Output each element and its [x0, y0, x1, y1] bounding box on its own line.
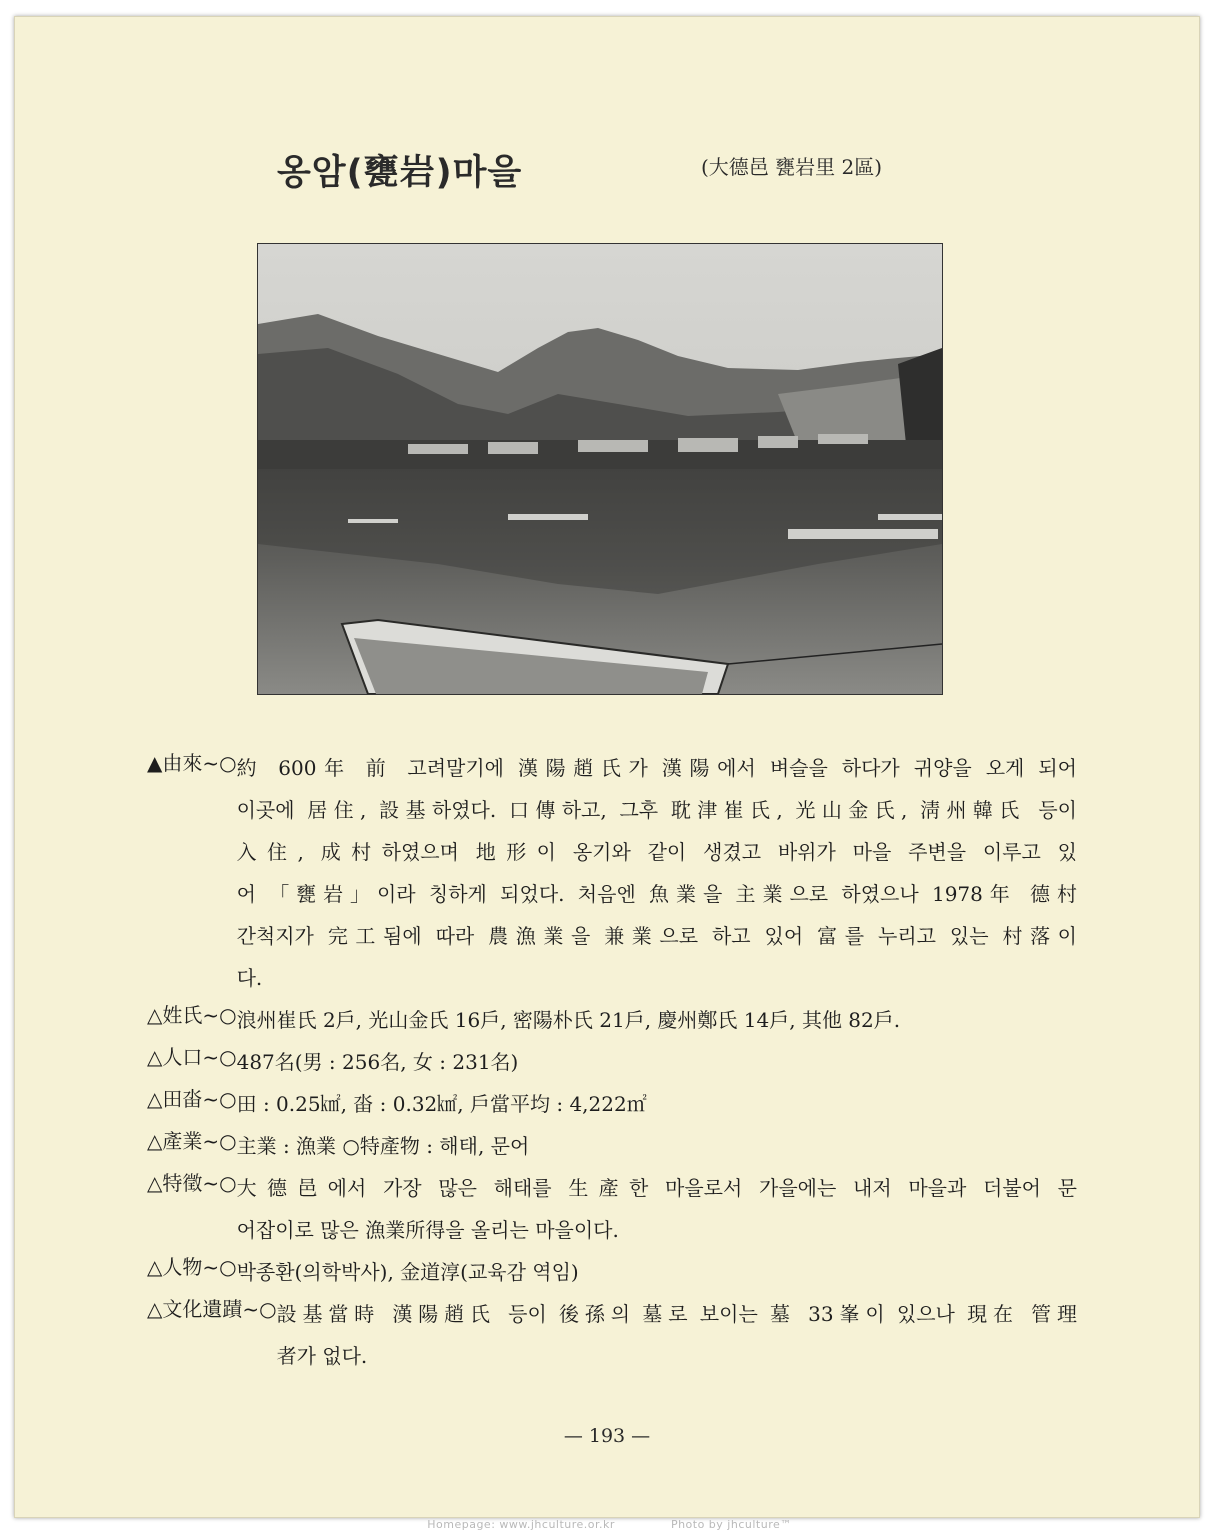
- village-info-list: [147, 747, 1077, 1377]
- entry-label: △人物~○: [147, 1255, 237, 1279]
- entry-line: 박종환(의학박사), 金道淳(교육감 역임): [236, 1260, 579, 1284]
- entry-line: 浪州崔氏 2戶, 光山金氏 16戶, 密陽朴氏 21戶, 慶州鄭氏 14戶, 其他 82戶.: [236, 1008, 901, 1032]
- entry-people: [147, 1251, 1077, 1293]
- harbor-photo-drawing: [258, 244, 942, 694]
- entry-surnames: [147, 999, 1077, 1041]
- entry-line: 設基當時 漢陽趙氏 등이 後孫의 墓로 보이는 墓 33峯이 있으나 現在 管理: [276, 1302, 1077, 1326]
- entry-line: 다.: [236, 966, 263, 990]
- entry-line: 大德邑에서 가장 많은 해태를 生產한 마을로서 가을에는 내저 마을과 더불어 문: [236, 1176, 1077, 1200]
- entry-population: [147, 1041, 1077, 1083]
- entry-heritage: [147, 1293, 1077, 1377]
- entry-line: 이곳에 居住, 設基하였다. 口傳하고, 그후 耽津崔氏, 光山金氏, 淸州韓氏 등이: [236, 798, 1077, 822]
- village-photo: [257, 243, 943, 695]
- footer: [0, 1518, 1219, 1531]
- entry-line: 者가 없다.: [276, 1344, 368, 1368]
- entry-label: △特徵~○: [147, 1171, 237, 1195]
- entry-label: △產業~○: [147, 1129, 237, 1153]
- page-subtitle: (大德邑 甕岩里 2區): [701, 155, 883, 179]
- entry-features: [147, 1167, 1077, 1251]
- entry-label: △姓氏~○: [147, 1003, 237, 1027]
- page-title: 옹암(甕岩)마을: [277, 153, 523, 193]
- entry-label: ▲由來~○: [147, 751, 237, 775]
- entry-line: 田 : 0.25㎢, 畓 : 0.32㎢, 戶當平均 : 4,222㎡: [236, 1092, 647, 1116]
- photo-credit: Photo by jhculture™: [670, 1518, 792, 1531]
- entry-line: 入住, 成村하였으며 地形이 옹기와 같이 생겼고 바위가 마을 주변을 이루고 있: [236, 840, 1077, 864]
- page-number: — 193 —: [563, 1425, 651, 1447]
- entry-line: 主業 : 漁業 ○特產物 : 해태, 문어: [236, 1134, 530, 1158]
- entry-label: △田畓~○: [147, 1087, 237, 1111]
- entry-farmland: [147, 1083, 1077, 1125]
- document-page: [14, 16, 1200, 1518]
- entry-line: 487名(男 : 256名, 女 : 231名): [236, 1050, 519, 1074]
- entry-origin: [147, 747, 1077, 999]
- homepage-link[interactable]: Homepage: www.jhculture.or.kr: [427, 1518, 615, 1531]
- entry-label: △文化遺蹟~○: [147, 1297, 277, 1321]
- entry-line: 어 「甕岩」이라 칭하게 되었다. 처음엔 魚業을 主業으로 하였으나 1978年 德村: [236, 882, 1077, 906]
- entry-industry: [147, 1125, 1077, 1167]
- entry-label: △人口~○: [147, 1045, 237, 1069]
- entry-line: 約 600年 前 고려말기에 漢陽趙氏가 漢陽에서 벼슬을 하다가 귀양을 오게 되어: [236, 756, 1077, 780]
- entry-line: 어잡이로 많은 漁業所得을 올리는 마을이다.: [236, 1218, 619, 1242]
- entry-line: 간척지가 完工됨에 따라 農漁業을 兼業으로 하고 있어 富를 누리고 있는 村落이: [236, 924, 1077, 948]
